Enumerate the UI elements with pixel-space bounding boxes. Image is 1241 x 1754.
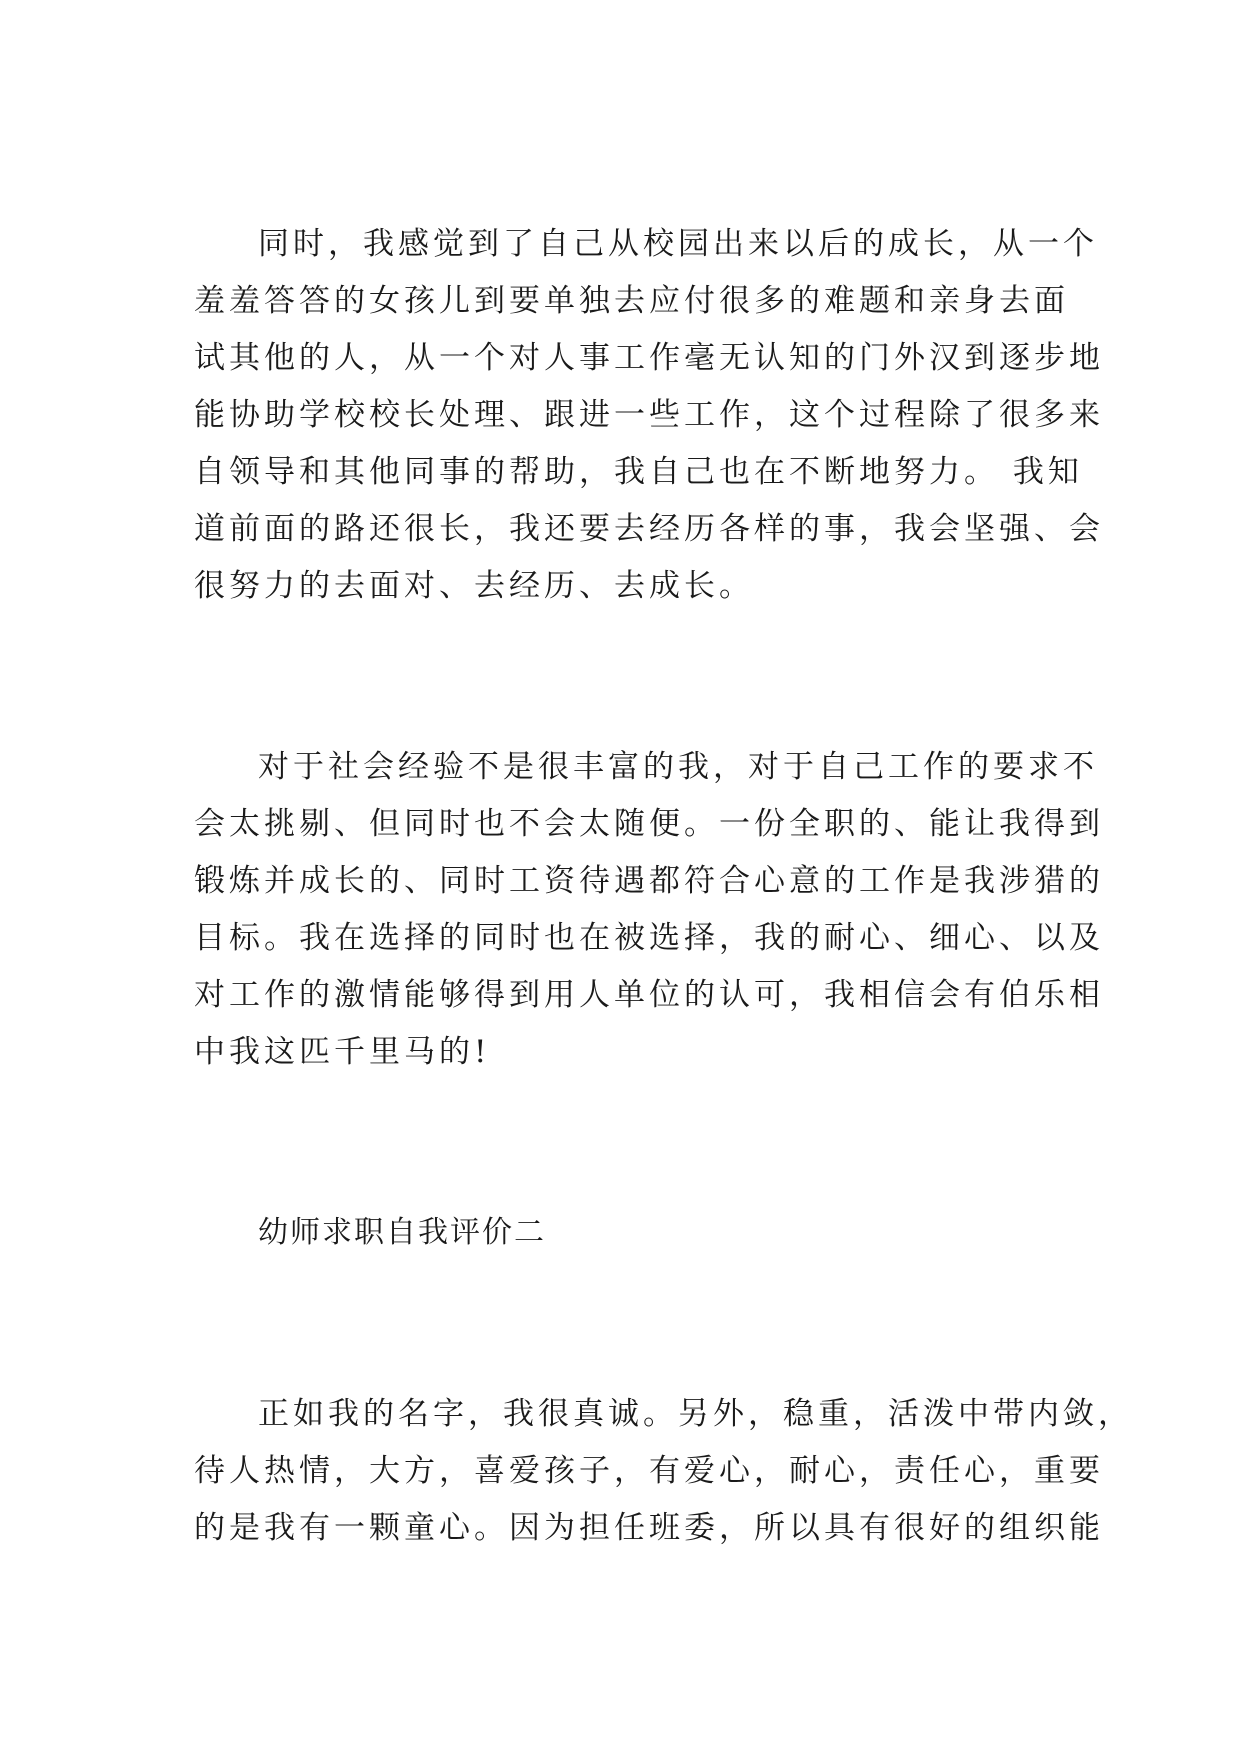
paragraph-line: 试其他的人，从一个对人事工作毫无认知的门外汉到逐步地 — [194, 340, 1104, 376]
paragraph-line: 的是我有一颗童心。因为担任班委，所以具有很好的组织能 — [194, 1510, 1104, 1546]
section-heading: 幼师求职自我评价二 — [258, 1215, 546, 1250]
paragraph-line: 对工作的激情能够得到用人单位的认可，我相信会有伯乐相 — [194, 977, 1104, 1013]
paragraph-line: 自领导和其他同事的帮助，我自己也在不断地努力。 我知 — [194, 454, 1083, 490]
paragraph-line: 会太挑剔、但同时也不会太随便。一份全职的、能让我得到 — [194, 806, 1104, 842]
paragraph-line: 中我这匹千里马的! — [194, 1034, 491, 1070]
paragraph-line: 对于社会经验不是很丰富的我，对于自己工作的要求不 — [258, 749, 1098, 785]
paragraph-line: 目标。我在选择的同时也在被选择，我的耐心、细心、以及 — [194, 920, 1104, 956]
paragraph-line: 很努力的去面对、去经历、去成长。 — [194, 568, 754, 604]
paragraph-line: 锻炼并成长的、同时工资待遇都符合心意的工作是我涉猎的 — [194, 863, 1104, 899]
paragraph-line: 能协助学校校长处理、跟进一些工作，这个过程除了很多来 — [194, 397, 1104, 433]
paragraph-line: 待人热情，大方，喜爱孩子，有爱心，耐心，责任心，重要 — [194, 1453, 1104, 1489]
paragraph-line: 道前面的路还很长，我还要去经历各样的事，我会坚强、会 — [194, 511, 1104, 547]
paragraph-line: 同时，我感觉到了自己从校园出来以后的成长，从一个 — [258, 226, 1098, 262]
paragraph-line: 正如我的名字，我很真诚。另外，稳重，活泼中带内敛， — [258, 1396, 1133, 1432]
paragraph-line: 羞羞答答的女孩儿到要单独去应付很多的难题和亲身去面 — [194, 283, 1069, 319]
